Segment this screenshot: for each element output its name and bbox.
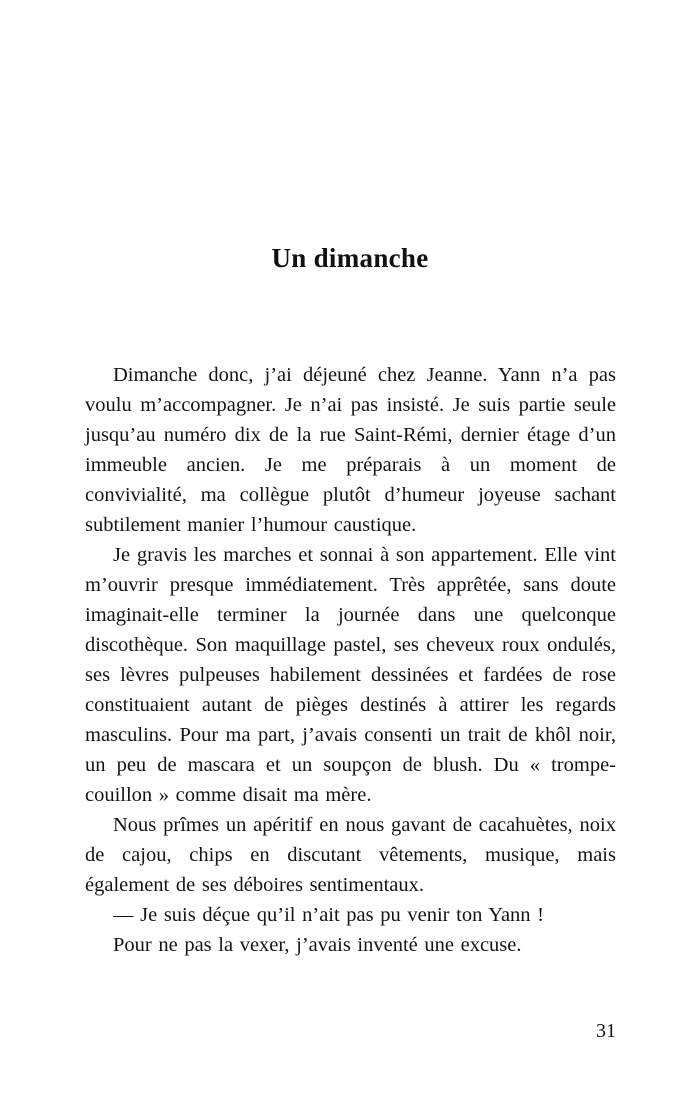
page-number: 31 bbox=[596, 1020, 616, 1042]
paragraph-3: Nous prîmes un apéritif en nous gavant de cacahuètes, noix de cajou, chips en discutant vêtements, musique, mais également de ses déboires sentimentaux. bbox=[85, 814, 616, 896]
paragraph-1: Dimanche donc, j’ai déjeuné chez Jeanne. Yann n’a pas voulu m’accompagner. Je n’ai pas insisté. Je suis partie seule jusqu’au numéro dix de la rue Saint-Rémi, dernier étage d’un immeuble ancien. Je me préparais à un moment de convivialité, ma collègue plutôt d’humeur joyeuse sachant subtilement manier l’humour caustique. bbox=[85, 364, 616, 536]
chapter-title: Un dimanche bbox=[271, 243, 429, 273]
paragraph-dialogue: — Je suis déçue qu’il n’ait pas pu venir ton Yann ! bbox=[113, 904, 544, 926]
paragraph-5: Pour ne pas la vexer, j’avais inventé une excuse. bbox=[113, 934, 522, 956]
paragraph-2: Je gravis les marches et sonnai à son appartement. Elle vint m’ouvrir presque immédiatement. Très apprêtée, sans doute imaginait-elle terminer la journée dans une quelconque discothèque. Son maquillage pastel, ses cheveux roux ondulés, ses lèvres pulpeuses habilement dessinées et fardées de rose constituaient autant de pièges destinés à attirer les regards masculins. Pour ma part, j’avais consenti un trait de khôl noir, un peu de mascara et un soupçon de blush. Du « trompe-couillon » comme disait ma mère. bbox=[85, 544, 616, 806]
body-text bbox=[85, 360, 616, 960]
